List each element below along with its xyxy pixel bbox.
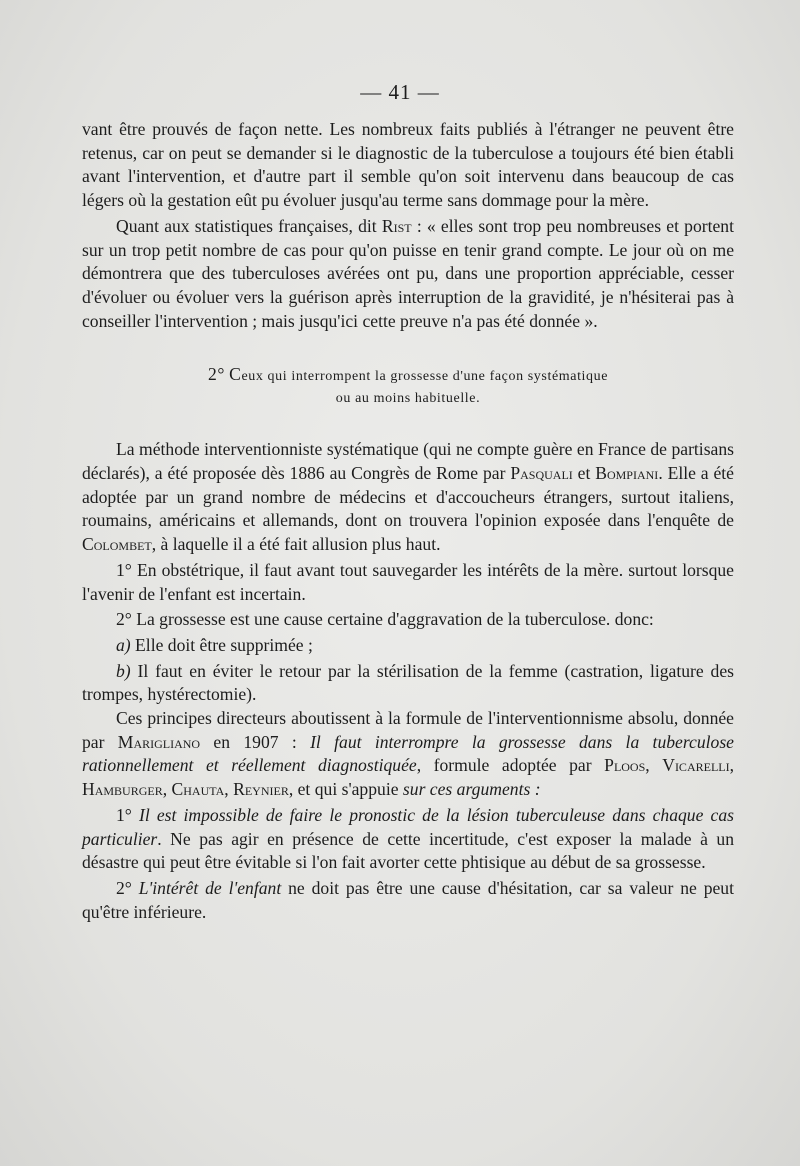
paragraph-8-text-a: Ces principes directeurs aboutissent à la formule de l'interventionnisme absolu, donnée par <box>82 708 734 752</box>
paragraph-3 <box>82 438 734 557</box>
paragraph-9 <box>82 804 734 875</box>
paragraph-2-text-a: Quant aux statistiques françaises, dit <box>116 215 382 236</box>
paragraph-8-text-c: , formule adoptée par <box>416 755 605 776</box>
paragraph-3-text-c: . Elle a été adoptée par un grand nombre de médecins et d'accoucheurs étrangers, surtout italiens, roumains, américains et allemands, dont on trouvera l'opinion exposée dans l'enquête de <box>82 463 734 531</box>
paragraph-4: 1° En obstétrique, il faut avant tout sauvegarder les intérêts de la mère. surtout lorsque l'avenir de l'enfant est incertain. <box>82 559 734 604</box>
paragraph-3-text-b: et <box>572 463 596 484</box>
author-name-bompiani: Bompiani <box>595 463 659 484</box>
paragraph-8 <box>82 707 734 802</box>
author-name-chauta: Chauta <box>171 779 225 800</box>
body-text <box>82 118 734 924</box>
author-name-pasquali: Pasquali <box>510 463 573 484</box>
paragraph-5: 2° La grossesse est une cause certaine d'aggravation de la tuberculose. donc: <box>116 609 654 630</box>
author-name-marigliano: Marigliano <box>117 731 201 752</box>
paragraph-8-text-b: en 1907 : <box>200 731 311 752</box>
separator: , <box>162 779 172 800</box>
paragraph-8-italic-b: sur ces arguments : <box>402 779 541 800</box>
paragraph-3-text-a: La méthode interventionniste systématique (qui ne compte guère en France de partisans déclarés), a été proposée dès 1886 au Congrès de Rome par <box>82 439 734 484</box>
heading-initial: C <box>229 364 242 385</box>
paragraph-9-italic: Il est impossible de faire le pronostic de la lésion tuberculeuse dans chaque cas particulier <box>82 804 734 849</box>
paragraph-8-text-d: , et qui s'appuie <box>288 779 403 800</box>
paragraph-1: vant être prouvés de façon nette. Les nombreux faits publiés à l'étranger ne peuvent être retenus, car on peut se demander si le diagnostic de la tuberculose a toujours été bien établi avant l'intervention, et d'autre part il semble qu'on soit intervenu dans beaucoup de cas légers où la gestation eût pu évoluer jusqu'au terme sans dommage pour la mère. <box>82 119 734 211</box>
separator: , <box>729 755 735 776</box>
author-name-vicarelli: Vicarelli <box>662 755 730 776</box>
paragraph-9-text-b: . Ne pas agir en présence de cette incertitude, c'est exposer la malade à un désastre qui peut être évitable si l'on fait avorter cette phtisique au début de sa grossesse. <box>82 828 734 873</box>
paragraph-7-text: Il faut en éviter le retour par la stérilisation de la femme (castration, ligature des trompes, hystérectomie). <box>82 660 734 705</box>
paragraph-6-text: Elle doit être supprimée ; <box>130 634 313 655</box>
author-name-rist: Rist <box>381 215 412 236</box>
section-heading <box>82 363 734 410</box>
paragraph-3-text-d: , à laquelle il a été fait allusion plus haut. <box>151 534 441 555</box>
author-name-reynier: Reynier <box>233 779 289 800</box>
paragraph-10 <box>82 877 734 924</box>
paragraph-10-text-b: ne doit pas être une cause d'hésitation, car sa valeur ne peut qu'être inférieure. <box>82 877 734 922</box>
paragraph-10-italic: L'intérêt de l'enfant <box>138 877 282 898</box>
paragraph-9-text-a: 1° <box>116 804 139 825</box>
paragraph-2 <box>82 215 734 334</box>
heading-number: 2° <box>207 364 225 385</box>
section-heading-line-1 <box>82 363 734 388</box>
paragraph-2-text-b: : « elles sont trop peu nombreuses et portent sur un trop petit nombre de cas pour qu'on puisse en tenir grand compte. Le jour où on me démontrera que des tuberculoses avérées ont pu, dans une proportion appréciable, cesser d'évoluer ou évoluer vers la guérison après interruption de la gravidité, je n'hésiterai pas à conseiller l'intervention ; mais jusqu'ici cette preuve n'a pas été donnée ». <box>82 215 734 331</box>
paragraph-6 <box>82 634 734 658</box>
separator: , <box>645 755 663 776</box>
page-number: — 41 — <box>360 80 440 104</box>
section-heading-line-2: ou au moins habituelle. <box>335 391 481 407</box>
list-label-a: a) <box>116 634 131 655</box>
list-label-b: b) <box>116 660 131 681</box>
heading-text-1: eux qui interrompent la grossesse d'une façon systématique <box>241 369 609 385</box>
author-name-hamburger: Hamburger <box>82 779 163 800</box>
paragraph-10-text-a: 2° <box>116 877 139 898</box>
separator: , <box>224 779 234 800</box>
paragraph-8-italic-a: Il faut interrompre la grossesse dans la tuberculose rationnellement et réellement diagnostiquée <box>82 731 734 776</box>
author-name-colombet: Colombet <box>82 534 152 555</box>
author-name-ploos: Ploos <box>604 755 646 776</box>
paragraph-7 <box>82 660 734 707</box>
